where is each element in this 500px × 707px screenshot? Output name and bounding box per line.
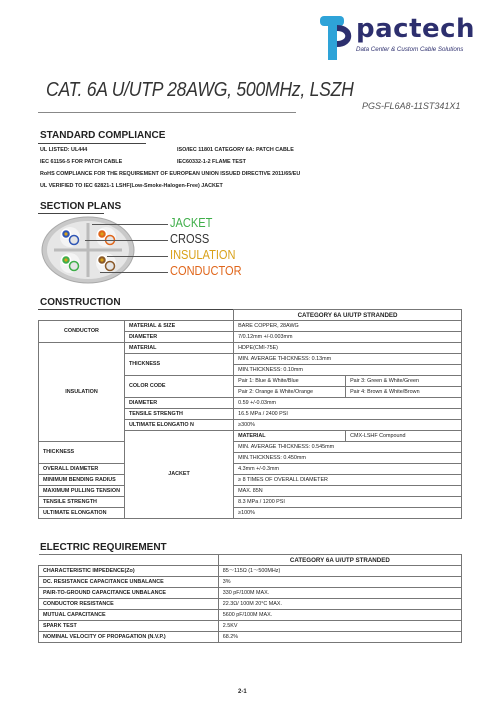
table-row	[39, 566, 462, 577]
table-row	[39, 343, 462, 354]
table-row	[39, 588, 462, 599]
cell-label: CHARACTERISTIC IMPEDENCE(Zo)	[39, 566, 219, 577]
electric-heading: ELECTRIC REQUIREMENT	[40, 542, 167, 553]
cell-label: COLOR CODE	[124, 376, 233, 398]
standard-item: RoHS COMPLIANCE FOR THE REQUIREMENT OF EUROPEAN UNION ISSUED DIRECTIVE 2011/65/EU	[40, 171, 301, 177]
jacket-leader-line	[92, 224, 168, 225]
cell-label: ULTIMATE ELONGATION	[39, 508, 125, 519]
standard-item: UL VERIFIED TO IEC 62821-1 LSHF(Low-Smoke-Halogen-Free) JACKET	[40, 183, 223, 189]
table-row	[39, 621, 462, 632]
cell-value: Pair 1: Blue & White/Blue	[234, 376, 346, 387]
table-row	[39, 577, 462, 588]
cell-value: 3%	[218, 577, 461, 588]
construction-heading: CONSTRUCTION	[40, 297, 121, 308]
table-row	[39, 632, 462, 643]
cell-label: OVERALL DIAMETER	[39, 464, 125, 475]
table-row	[39, 321, 462, 332]
part-number: PGS-FL6A8-11ST341X1	[362, 101, 461, 111]
cell-label: ULTIMATE ELONGATIO N	[124, 420, 233, 431]
brand-tagline: Data Center & Custom Cable Solutions	[356, 46, 464, 53]
construction-table	[38, 309, 462, 519]
cell-label: MAXIMUM PULLING TENSION	[39, 486, 125, 497]
cell-label: SPARK TEST	[39, 621, 219, 632]
cross-label: CROSS	[170, 231, 210, 246]
cell-value: 2.5KV	[218, 621, 461, 632]
cell-value: Pair 3: Green & White/Green	[346, 376, 462, 387]
cell-label: CONDUCTOR RESISTANCE	[39, 599, 219, 610]
insulation-label: INSULATION	[170, 247, 236, 262]
conductor-leader-line	[100, 272, 168, 273]
cell-label: PAIR-TO-GROUND CAPACITANCE UNBALANCE	[39, 588, 219, 599]
cell-label: DIAMETER	[124, 332, 233, 343]
cell-value: MAX. 85N	[234, 486, 462, 497]
conductor-group-label: CONDUCTOR	[39, 321, 125, 343]
cell-value: HDPE(CMI-75E)	[234, 343, 462, 354]
cell-value: 7/0.12mm +/-0.003mm	[234, 332, 462, 343]
cell-label: MUTUAL CAPACITANCE	[39, 610, 219, 621]
electric-header: CATEGORY 6A U/UTP STRANDED	[218, 555, 461, 566]
cell-value: ≥100%	[234, 508, 462, 519]
jacket-group-label: JACKET	[124, 431, 233, 519]
cell-value: Pair 2: Orange & White/Orange	[234, 387, 346, 398]
cell-value: ≥ 8 TIMES OF OVERALL DIAMETER	[234, 475, 462, 486]
cell-value: BARE COPPER, 28AWG	[234, 321, 462, 332]
cell-value: MIN. AVERAGE THICKNESS: 0.13mm	[234, 354, 462, 365]
table-row	[39, 599, 462, 610]
cell-value: 8.3 MPa / 1200 PSI	[234, 497, 462, 508]
standard-item: UL LISTED: UL444	[40, 147, 88, 153]
standard-heading-rule	[38, 143, 146, 144]
cell-value: 22.3Ω/ 100M 20°C MAX.	[218, 599, 461, 610]
cell-value: CMX-LSHF Compound	[346, 431, 462, 442]
table-row	[39, 486, 462, 497]
table-row	[39, 310, 462, 321]
cell-value: 0.59 +/-0.03mm	[234, 398, 462, 409]
insulation-leader-line	[107, 256, 168, 257]
cell-value: MIN.THICKNESS: 0.450mm	[234, 453, 462, 464]
cell-value: 330 pF/100M MAX.	[218, 588, 461, 599]
table-row	[39, 464, 462, 475]
cell-label: DC. RESISTANCE CAPACITANCE UNBALANCE	[39, 577, 219, 588]
table-row	[39, 555, 462, 566]
standard-item: ISO/IEC 11801 CATEGORY 6A: PATCH CABLE	[177, 147, 294, 153]
cell-label: DIAMETER	[124, 398, 233, 409]
cell-label: THICKNESS	[39, 442, 125, 464]
cell-label: MINIMUM BENDING RADIUS	[39, 475, 125, 486]
cell-value: ≥300%	[234, 420, 462, 431]
standard-heading: STANDARD COMPLIANCE	[40, 130, 166, 141]
standard-item: IEC60332-1-2 FLAME TEST	[177, 159, 246, 165]
title-divider	[38, 112, 296, 113]
cell-value: 85～115Ω (1～500MHz)	[218, 566, 461, 577]
cell-label: THICKNESS	[124, 354, 233, 376]
cross-leader-line	[85, 240, 168, 241]
conductor-label: CONDUCTOR	[170, 263, 242, 278]
pactech-logo-icon	[318, 14, 352, 62]
table-row	[39, 508, 462, 519]
cell-label: TENSILE STRENGTH	[124, 409, 233, 420]
cell-label: MATERIAL & SIZE	[124, 321, 233, 332]
table-row	[39, 475, 462, 486]
insulation-group-label: INSULATION	[39, 343, 125, 442]
cell-value: MIN.THICKNESS: 0.10mm	[234, 365, 462, 376]
table-row	[39, 442, 462, 453]
cell-value: 4.3mm +/-0.3mm	[234, 464, 462, 475]
cell-value: MIN. AVERAGE THICKNESS: 0.545mm	[234, 442, 462, 453]
cell-label: MATERIAL	[234, 431, 346, 442]
cell-label: TENSILE STRENGTH	[39, 497, 125, 508]
page-number: 2-1	[238, 689, 247, 695]
table-row	[39, 497, 462, 508]
section-plans-heading: SECTION PLANS	[40, 201, 122, 212]
construction-header: CATEGORY 6A U/UTP STRANDED	[234, 310, 462, 321]
page-title: CAT. 6A U/UTP 28AWG, 500MHz, LSZH	[46, 79, 354, 101]
cell-value: Pair 4: Brown & White/Brown	[346, 387, 462, 398]
cell-value: 68.2%	[218, 632, 461, 643]
cell-value: 5600 pF/100M MAX.	[218, 610, 461, 621]
cell-value: 16.5 MPa / 2400 PSI	[234, 409, 462, 420]
table-row	[39, 610, 462, 621]
cell-label: NOMINAL VELOCITY OF PROPAGATION (N.V.P.)	[39, 632, 219, 643]
electric-table	[38, 554, 462, 643]
jacket-label: JACKET	[170, 215, 213, 230]
standard-item: IEC 61156-5 FOR PATCH CABLE	[40, 159, 123, 165]
brand-name: pactech	[356, 14, 476, 44]
cell-label: MATERIAL	[124, 343, 233, 354]
